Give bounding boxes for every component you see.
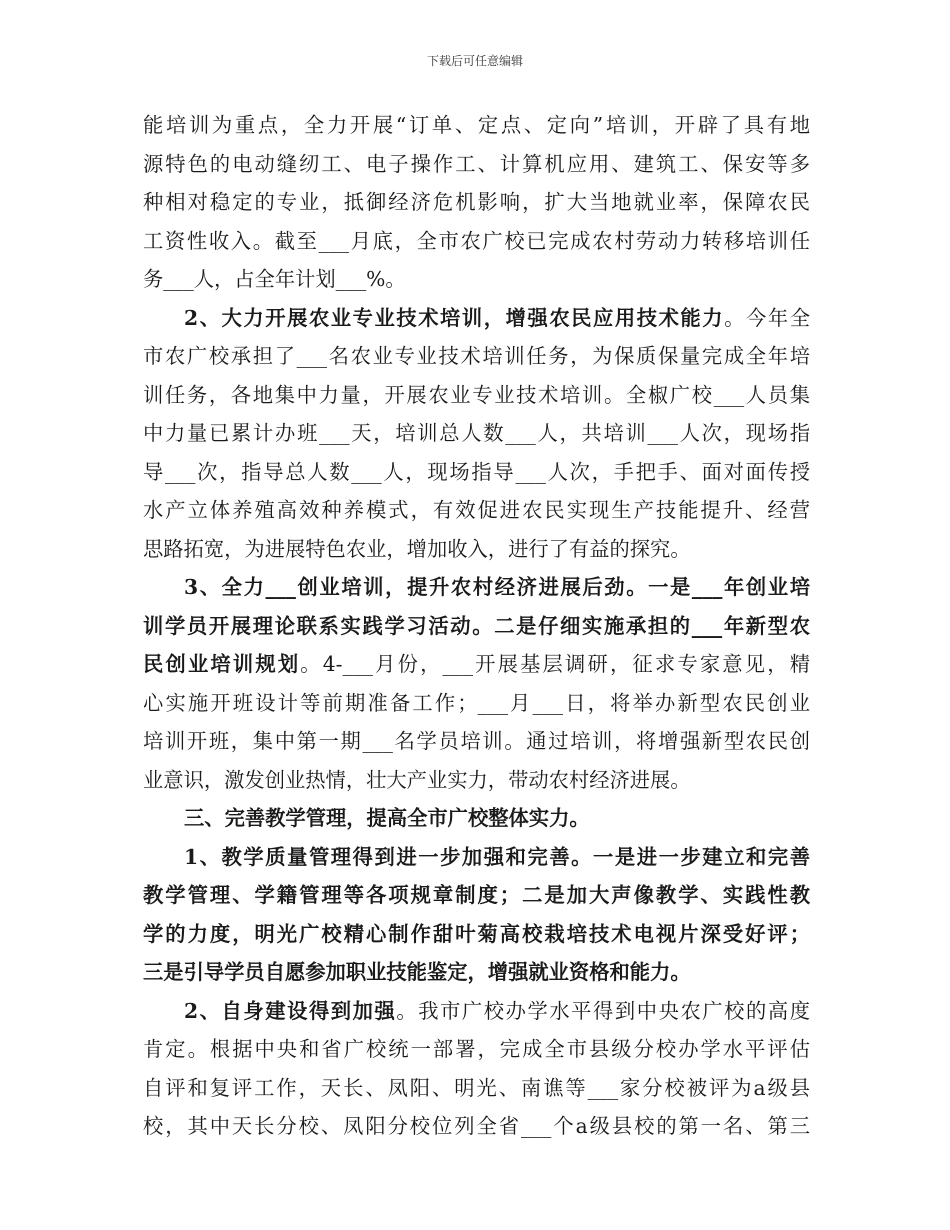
text-line — [143, 684, 810, 723]
bold-text-segment: 三是引导学员自愿参加职业技能鉴定，增强就业资格和能力。 — [143, 960, 691, 984]
text-segment: 培训开班，集中第一期___名学员培训。通过培训，将增强新型农民创 — [143, 729, 810, 753]
text-segment: 中力量已累计办班___天，培训总人数___人，共培训___人次，现场指 — [143, 421, 810, 445]
text-line — [143, 1030, 810, 1069]
text-segment: 业意识，激发创业热情，壮大产业实力，带动农村经济进展。 — [143, 767, 691, 792]
bold-text-segment: 1、教学质量管理得到进一步加强和完善。一是进一步建立和完善 — [184, 844, 810, 869]
text-segment: 导___次，指导总人数___人，现场指导___人次，手把手、面对面传授 — [143, 459, 810, 484]
text-line — [143, 453, 810, 492]
text-segment: 能培训为重点，全力开展“订单、定点、定向”培训，开辟了具有地 — [143, 113, 810, 137]
text-line — [143, 876, 810, 915]
text-line — [143, 145, 810, 184]
bold-text-segment: 三、完善教学管理，提高全市广校整体实力。 — [184, 806, 590, 830]
text-line — [143, 838, 810, 877]
text-line — [143, 530, 810, 569]
bold-text-segment: 学的力度，明光广校精心制作甜叶菊高校栽培技术电视片深受好评； — [143, 921, 810, 946]
text-line — [143, 1069, 810, 1108]
text-line — [143, 607, 810, 646]
bold-text-segment: 训学员开展理论联系实践学习活动。二是仔细实施承担的___年新型农 — [143, 613, 810, 638]
text-line — [143, 915, 810, 954]
text-line — [143, 992, 810, 1031]
text-line — [143, 183, 810, 222]
text-line — [143, 799, 810, 838]
text-segment: 。我市广校办学水平得到中央农广校的高度 — [396, 998, 810, 1023]
text-segment: 种相对稳定的专业，抵御经济危机影响，扩大当地就业率，保障农民 — [143, 190, 810, 214]
text-line — [143, 722, 810, 761]
document-body — [143, 106, 810, 1146]
text-segment: 水产立体养殖高效种养模式，有效促进农民实现生产技能提升、经营 — [143, 498, 810, 522]
text-segment: 肯定。根据中央和省广校统一部署，完成全市县级分校办学水平评估 — [143, 1037, 810, 1061]
text-line — [143, 1107, 810, 1146]
text-line — [143, 106, 810, 145]
text-line — [143, 260, 810, 299]
text-segment: 。4-___月份，___开展基层调研，征求专家意见，精 — [300, 652, 810, 676]
bold-text-segment: 3、全力___创业培训，提升农村经济进展后劲。一是___年创业培 — [184, 575, 810, 599]
page-header: 下载后可任意编辑 — [426, 54, 523, 68]
text-segment: 思路拓宽，为进展特色农业，增加收入，进行了有益的探究。 — [143, 536, 691, 561]
bold-text-segment: 教学管理、学籍管理等各项规章制度；二是加大声像教学、实践性教 — [143, 883, 810, 907]
text-line — [143, 568, 810, 607]
text-line — [143, 376, 810, 415]
bold-text-segment: 2、自身建设得到加强 — [184, 998, 397, 1023]
text-segment: 。今年全 — [724, 305, 810, 330]
text-line — [143, 299, 810, 338]
text-segment: 市农广校承担了___名农业专业技术培训任务，为保质保量完成全年培 — [143, 344, 810, 368]
text-line — [143, 491, 810, 530]
text-segment: 务___人，占全年计划___%。 — [143, 267, 406, 291]
text-segment: 心实施开班设计等前期准备工作；___月___日，将举办新型农民创业 — [143, 690, 810, 715]
text-segment: 校，其中天长分校、凤阳分校位列全省___个a级县校的第一名、第三 — [143, 1114, 810, 1138]
text-line — [143, 645, 810, 684]
text-line — [143, 953, 810, 992]
text-line — [143, 337, 810, 376]
text-segment: 训任务，各地集中力量，开展农业专业技术培训。全椒广校___人员集 — [143, 382, 810, 407]
bold-text-segment: 2、大力开展农业专业技术培训，增强农民应用技术能力 — [184, 305, 725, 330]
text-line — [143, 222, 810, 261]
text-segment: 自评和复评工作，天长、凤阳、明光、南谯等___家分校被评为a级县 — [143, 1075, 810, 1100]
text-line — [143, 414, 810, 453]
text-line — [143, 761, 810, 800]
text-segment: 工资性收入。截至___月底，全市农广校已完成农村劳动力转移培训任 — [143, 228, 810, 253]
text-segment: 源特色的电动缝纫工、电子操作工、计算机应用、建筑工、保安等多 — [143, 151, 810, 176]
bold-text-segment: 民创业培训规划 — [143, 652, 301, 676]
